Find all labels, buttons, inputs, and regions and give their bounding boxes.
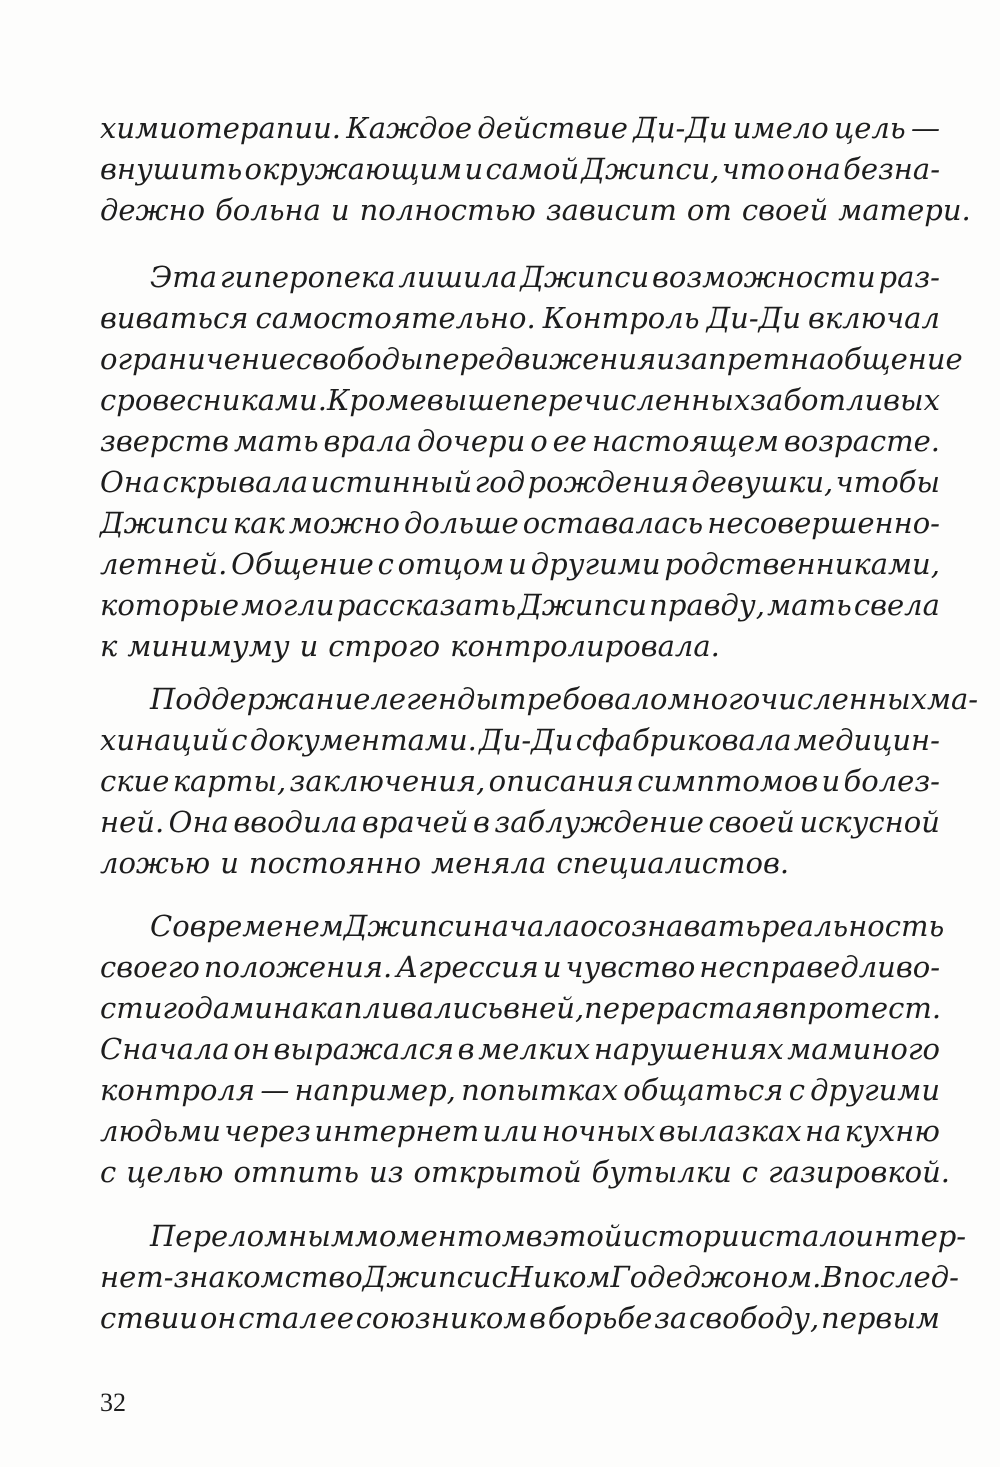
text-line: контроля — например, попытках общаться с другими	[100, 1073, 940, 1107]
page-number: 32	[100, 1388, 126, 1417]
text-line: Переломным моментом в этой истории стало интер-	[150, 1219, 967, 1253]
text-line: к минимуму и строго контролировала.	[100, 629, 720, 663]
text-line: дежно больна и полностью зависит от своей матери.	[100, 193, 971, 227]
text-line: Эта гиперопека лишила Джипси возможности раз-	[150, 260, 940, 294]
paragraph	[100, 257, 963, 667]
text-line: хинаций с документами. Ди-Ди сфабриковала медицин-	[100, 723, 940, 757]
text-line: нет-знакомство Джипси с Ником Годеджоном. Впослед-	[100, 1260, 959, 1294]
paragraph	[100, 906, 951, 1193]
text-line: внушить окружающим и самой Джипси, что она безна-	[100, 152, 940, 186]
text-line: ложью и постоянно меняла специалистов.	[100, 846, 790, 880]
text-line: Джипси как можно дольше оставалась несовершенно-	[100, 506, 940, 540]
text-line: летней. Общение с отцом и другими родственниками,	[100, 547, 940, 581]
text-line: своего положения. Агрессия и чувство несправедливо-	[100, 950, 940, 984]
text-line: Сначала он выражался в мелких нарушениях маминого	[100, 1032, 940, 1066]
text-line: с ровесниками. Кроме вышеперечисленных заботливых	[100, 383, 940, 417]
text-line: людьми через интернет или ночных вылазках на кухню	[100, 1114, 940, 1148]
text-line: с целью отпить из открытой бутылки с газировкой.	[100, 1155, 951, 1189]
text-line: зверств мать врала дочери о ее настоящем возрасте.	[100, 424, 940, 458]
text-line: химиотерапии. Каждое действие Ди-Ди имело цель —	[100, 111, 940, 145]
text-line: ней. Она вводила врачей в заблуждение своей искусной	[100, 805, 940, 839]
text-line: сти годами накапливались в ней, перерастая в протест.	[100, 991, 942, 1025]
paragraph	[100, 1216, 967, 1339]
text-line: Поддержание легенды требовало многочисленных ма-	[150, 682, 979, 716]
text-line: которые могли рассказать Джипси правду, мать свела	[100, 588, 940, 622]
text-line: Она скрывала истинный год рождения девушки, чтобы	[100, 465, 940, 499]
text-line: виваться самостоятельно. Контроль Ди-Ди включал	[100, 301, 940, 335]
text-line: ские карты, заключения, описания симптомов и болез-	[100, 764, 940, 798]
text-line: ограничение свободы передвижения и запрет на общение	[100, 342, 963, 376]
text-line: ствии он стал ее союзником в борьбе за свободу, первым	[100, 1301, 940, 1335]
paragraph	[100, 679, 979, 884]
text-line: Со временем Джипси начала осознавать реальность	[150, 909, 945, 943]
paragraph	[100, 108, 971, 231]
